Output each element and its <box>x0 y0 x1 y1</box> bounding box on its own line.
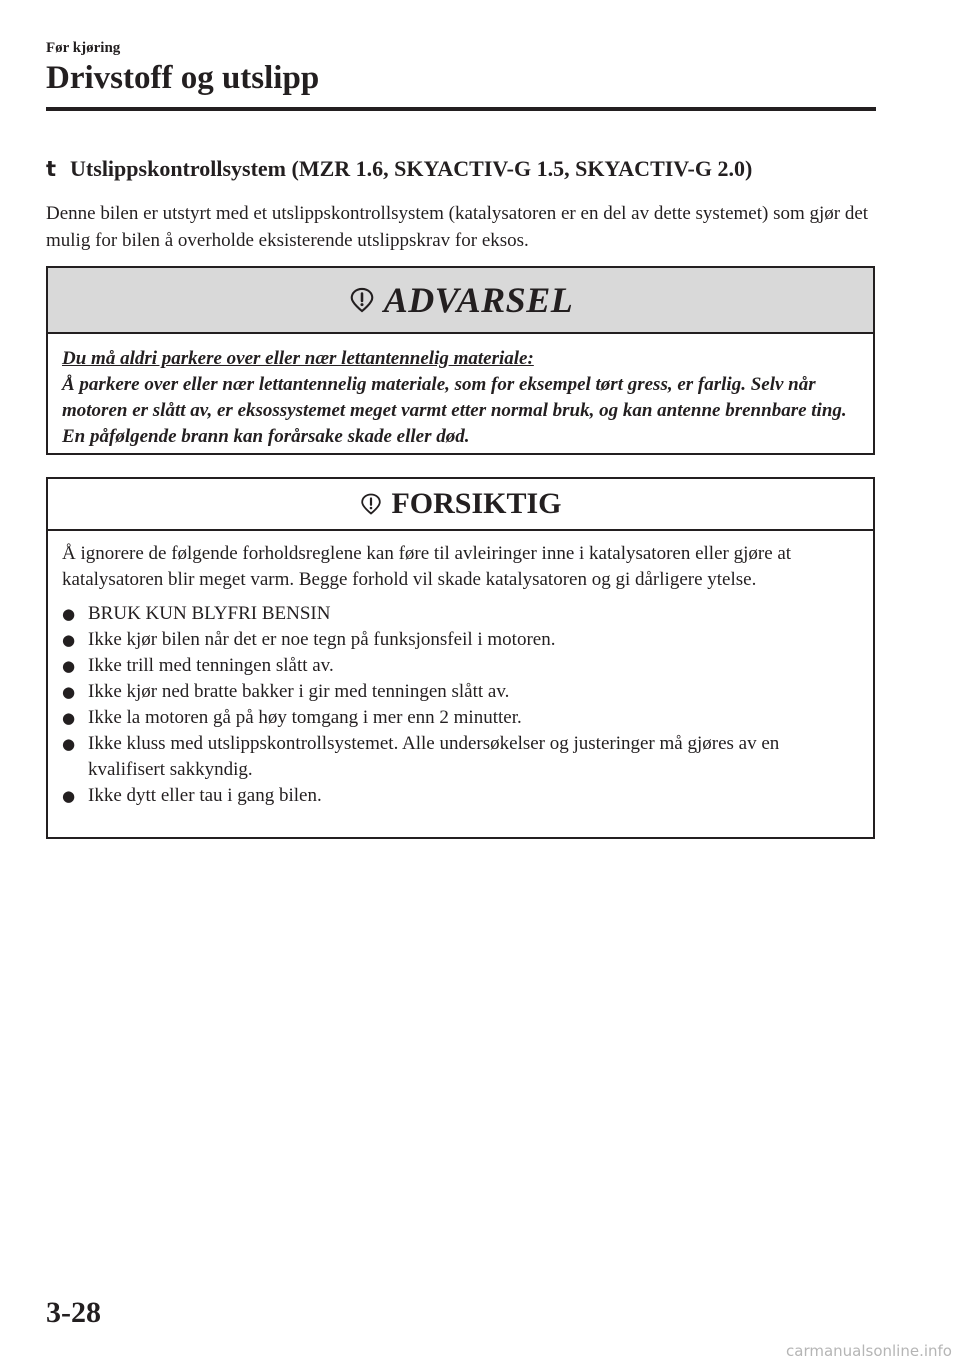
caution-header <box>48 479 873 531</box>
bullet-icon: ● <box>62 709 76 727</box>
list-item <box>62 731 859 783</box>
caution-list <box>62 601 859 809</box>
list-item-text: Ikke trill med tenningen slått av. <box>88 655 334 676</box>
list-item-text: Ikke la motoren gå på høy tomgang i mer enn 2 minutter. <box>88 707 522 728</box>
list-item <box>62 705 859 731</box>
warning-body <box>48 334 873 450</box>
list-item <box>62 783 859 809</box>
page-title: Drivstoff og utslipp <box>46 60 320 96</box>
list-item-text: Ikke kjør ned bratte bakker i gir med tenningen slått av. <box>88 681 510 702</box>
warning-text: Å parkere over eller nær lettantennelig materiale, som for eksempel tørt gress, er farlig. Selv når motoren er slått av, er eksossystemet meget varmt etter normal bruk, og kan antenne brennbare ting. En påfølgende brann kan forårsake skade eller død. <box>62 374 847 447</box>
list-item <box>62 679 859 705</box>
list-item-text: BRUK KUN BLYFRI BENSIN <box>88 603 331 624</box>
caution-label: FORSIKTIG <box>391 487 562 520</box>
list-item <box>62 627 859 653</box>
section-heading <box>46 156 752 182</box>
list-item-text: Ikke kluss med utslippskontrollsystemet. Alle undersøkelser og justeringer må gjøres av en kvalifisert sakkyndig. <box>88 733 780 780</box>
chapter-label: Før kjøring <box>46 40 121 56</box>
bullet-icon: ● <box>62 657 76 675</box>
bullet-icon: ● <box>62 605 76 623</box>
watermark: carmanualsonline.info <box>786 1342 952 1360</box>
bullet-icon: ● <box>62 735 76 753</box>
warning-header <box>48 268 873 334</box>
caution-box <box>46 477 875 839</box>
warning-label: ADVARSEL <box>383 280 574 320</box>
warning-lead: Du må aldri parkere over eller nær lettantennelig materiale: <box>62 348 534 369</box>
list-item-text: Ikke dytt eller tau i gang bilen. <box>88 785 322 806</box>
bullet-icon: ● <box>62 683 76 701</box>
bullet-icon: ● <box>62 631 76 649</box>
section-marker: t <box>46 157 57 181</box>
bullet-icon: ● <box>62 787 76 805</box>
caution-body <box>48 531 873 809</box>
caution-intro: Å ignorere de følgende forholdsreglene kan føre til avleiringer inne i katalysatoren eller gjøre at katalysatoren blir meget varm. Begge forhold vil skade katalysatoren og gi dårligere ytelse. <box>62 543 792 590</box>
page-number: 3-28 <box>46 1296 101 1329</box>
list-item <box>62 601 859 627</box>
list-item <box>62 653 859 679</box>
section-heading-text: Utslippskontrollsystem (MZR 1.6, SKYACTIV-G 1.5, SKYACTIV-G 2.0) <box>70 156 753 181</box>
section-intro: Denne bilen er utstyrt med et utslippskontrollsystem (katalysatoren er en del av dette systemet) som gjør det mulig for bilen å overholde eksisterende utslippskrav for eksos. <box>46 203 869 251</box>
alert-icon <box>348 286 376 314</box>
alert-icon <box>359 492 383 516</box>
warning-box <box>46 266 875 455</box>
list-item-text: Ikke kjør bilen når det er noe tegn på funksjonsfeil i motoren. <box>88 629 556 650</box>
title-divider <box>46 107 876 111</box>
